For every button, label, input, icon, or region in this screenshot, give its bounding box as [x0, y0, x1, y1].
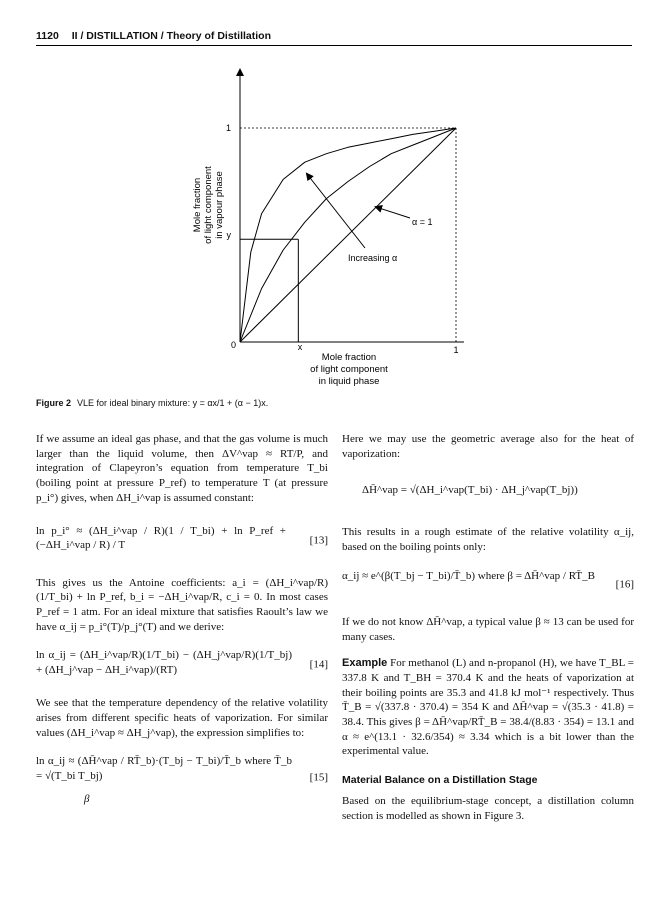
left-paragraph-3: We see that the temperature dependency of the relative volatility arises from different specific heats of vaporization. For similar values (ΔH_i^vap ≈ ΔH_j^vap), the expression simplifies to: — [36, 697, 328, 739]
equation-16-number: [16] — [615, 578, 634, 591]
right-paragraph-3: If we do not know ΔH̄^vap, a typical value β ≈ 13 can be used for many cases. — [342, 615, 634, 643]
equation-15-beta: β — [84, 793, 90, 806]
equation-16 — [342, 565, 634, 605]
marked-point-lines — [240, 239, 298, 342]
right-column — [342, 432, 634, 823]
y-axis-label-line1: Mole fraction — [192, 177, 203, 233]
caption-label: Figure 2 — [36, 398, 72, 408]
increasing-label: Increasing α — [348, 253, 398, 263]
section-title: Material Balance on a Distillation Stage — [342, 774, 538, 787]
example-paragraph — [342, 656, 634, 759]
equation-14 — [36, 642, 328, 688]
left-column — [36, 432, 328, 816]
example-text: For methanol (L) and n-propanol (H), we have T_BL = 337.8 K and T_BH = 370.4 K and the heats of vaporization at their boiling points are 35.3 and 41.8 kJ mol⁻¹ respectively. Thus T̄_B = √(337.8 · 370.4) = 354 K and ΔH̄^vap = √(35.3 · 41.8) = 38.4. This gives β = ΔH̄^vap/RT̄_B = 38.4/(8.83 · 354) = 13.1 and α ≈ e^(13.1 · 32.6/354) ≈ 3.34 which is a bit lower than the experimental value. — [342, 657, 635, 758]
equation-15-body: ln α_ij ≈ (ΔH̄^vap / RT̄_b)·(T_bj − T_bi)/T̄_b where T̄_b = √(T_bi T_bj) — [36, 755, 292, 783]
running-title: II / DISTILLATION / Theory of Distillation — [71, 30, 272, 42]
equation-average — [342, 473, 634, 513]
x-axis-label-line2: of light component — [310, 364, 388, 375]
equation-13-body: ln p_i° ≈ (ΔH_i^vap / R)(1 / T_bi) + ln P_ref + (−ΔH_i^vap / R) / T — [36, 524, 286, 552]
tick-x-x: x — [297, 342, 303, 352]
right-paragraph-2: This results in a rough estimate of the relative volatility α_ij, based on the boiling points only: — [342, 526, 634, 554]
equation-13 — [36, 516, 328, 566]
equation-15-number: [15] — [309, 772, 328, 785]
vle-figure — [0, 0, 668, 400]
tick-x-one: 1 — [453, 345, 459, 355]
right-paragraph-1: Here we may use the geometric average also for the heat of vaporization: — [342, 433, 634, 460]
figure-caption — [36, 398, 268, 408]
equation-14-body: ln α_ij = (ΔH_i^vap/R)(1/T_bi) − (ΔH_j^vap/R)(1/T_bj) + (ΔH_j^vap − ΔH_i^vap)/(RT) — [36, 649, 292, 677]
x-axis-label-line1: Mole fraction — [321, 352, 377, 363]
x-axis-label-line3: in liquid phase — [318, 376, 380, 387]
page-number: 1120 — [36, 30, 59, 42]
curves-group — [240, 128, 456, 342]
left-paragraph-2: This gives us the Antoine coefficients: a_i = (ΔH_i^vap/R)(1/T_bi) + ln P_ref, b_i = −ΔH_i^vap/R, c_i = 0. In most cases P_ref = 1 atm. For an ideal mixture that satisfies Raoult’s law we have α_ij = p_i°(T)/p_j°(T) and we derive: — [36, 576, 328, 633]
alpha-arrow — [376, 207, 410, 218]
right-paragraph-4: Based on the equilibrium-stage concept, a distillation column section is modelled as shown in Figure 3. — [342, 794, 634, 822]
tick-y-one: 1 — [225, 123, 231, 133]
equation-13-number: [13] — [309, 534, 328, 547]
y-axis-label-line2: of light component — [203, 166, 214, 244]
equation-14-number: [14] — [309, 658, 328, 671]
y-axis-label-line3: in vapour phase — [214, 171, 225, 239]
tick-origin: 0 — [230, 340, 236, 350]
equation-average-body: ΔH̄^vap = √(ΔH_i^vap(T_bi) · ΔH_j^vap(T_bj)) — [362, 484, 578, 497]
series-line-1 — [240, 128, 456, 342]
left-paragraph-1: If we assume an ideal gas phase, and that the gas volume is much larger than the liquid volume, then ΔV^vap ≈ RT/P, and integration of Clapeyron’s equation from temperature T_bi (boiling point at pressure P_ref) to temperature T (at pressure p_i°) gives, when ΔH_i^vap is assumed constant: — [36, 433, 328, 504]
equation-15 — [36, 748, 328, 808]
alpha-label: α = 1 — [412, 217, 433, 227]
example-lead: Example — [342, 657, 388, 670]
tick-y-y: y — [226, 230, 231, 240]
equation-16-body: α_ij ≈ e^(β(T_bj − T_bi)/T̄_b) where β = ΔH̄^vap / RT̄_B — [342, 569, 595, 582]
caption-text: VLE for ideal binary mixture: y = αx/1 + (α − 1)x. — [77, 398, 269, 408]
